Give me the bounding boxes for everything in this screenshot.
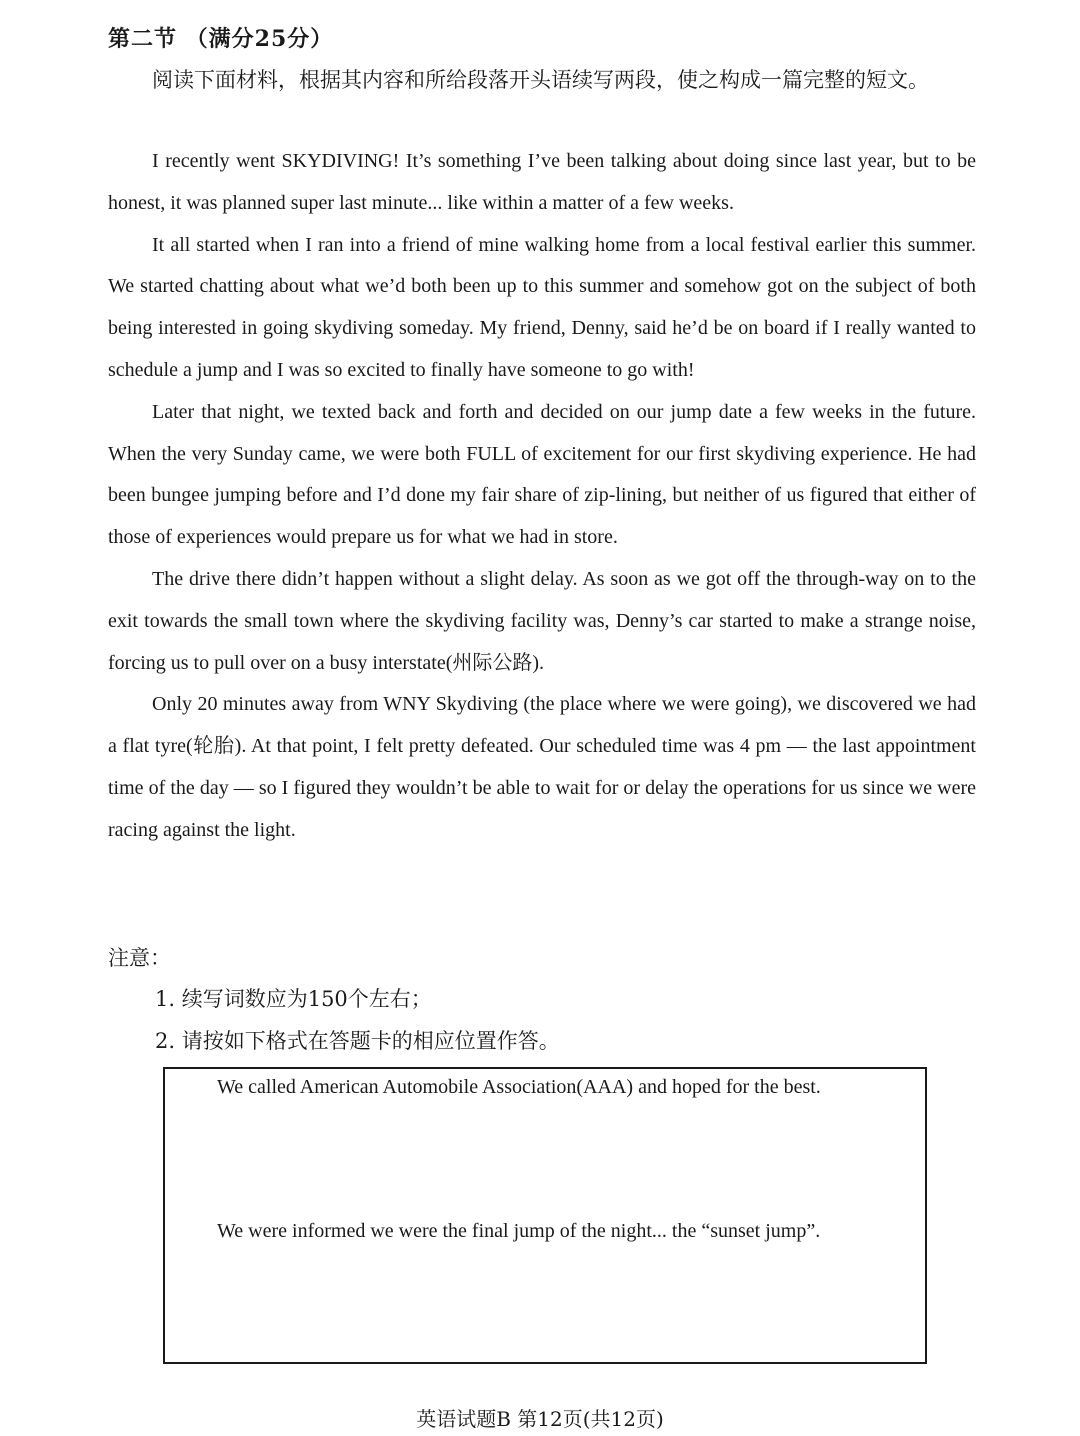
passage-paragraph: Later that night, we texted back and forth and decided on our jump date a few weeks in the future. When the very Sunday came, we were both FULL of excitement for our first skydiving experience. He had been bungee jumping before and I’d done my fair share of zip-lining, but neither of us figured that either of those of experiences would prepare us for what we had in store.	[108, 400, 976, 549]
paragraph-starter-1: We called American Automobile Association(AAA) and hoped for the best.	[217, 1076, 821, 1098]
passage-paragraph: Only 20 minutes away from WNY Skydiving (the place where we were going), we discovered we had a flat tyre(轮胎). At that point, I felt pretty defeated. Our scheduled time was 4 pm — the last appointment time of the day — so I figured they wouldn’t be able to wait for or delay the operations for us since we were racing against the light.	[108, 693, 976, 841]
passage-paragraph: I recently went SKYDIVING! It’s something I’ve been talking about doing since last year, but to be honest, it was planned super last minute... like within a matter of a few weeks.	[108, 150, 976, 214]
passage-paragraph: The drive there didn’t happen without a slight delay. As soon as we got off the through-way on to the exit towards the small town where the skydiving facility was, Denny’s car started to make a strange noise, forcing us to pull over on a busy interstate(州际公路).	[108, 567, 976, 674]
task-instruction: 阅读下面材料，根据其内容和所给段落开头语续写两段，使之构成一篇完整的短文。	[152, 68, 929, 92]
passage-paragraph: It all started when I ran into a friend of mine walking home from a local festival earlier this summer. We started chatting about what we’d both been up to this summer and somehow got on the subject of both being interested in going skydiving someday. My friend, Denny, said he’d be on board if I really wanted to schedule a jump and I was so excited to finally have someone to go with!	[108, 233, 976, 381]
notes-title: 注意：	[108, 946, 171, 970]
page-footer: 英语试题B 第12页(共12页)	[416, 1407, 664, 1431]
reading-passage	[108, 141, 976, 852]
answer-format-box	[163, 1067, 927, 1364]
section-title: 第二节 （满分25分）	[108, 26, 334, 52]
note-item: 1. 续写词数应为150个左右；	[155, 987, 432, 1011]
note-item: 2. 请按如下格式在答题卡的相应位置作答。	[155, 1029, 560, 1053]
paragraph-starter-2: We were informed we were the final jump of the night... the “sunset jump”.	[217, 1220, 821, 1242]
